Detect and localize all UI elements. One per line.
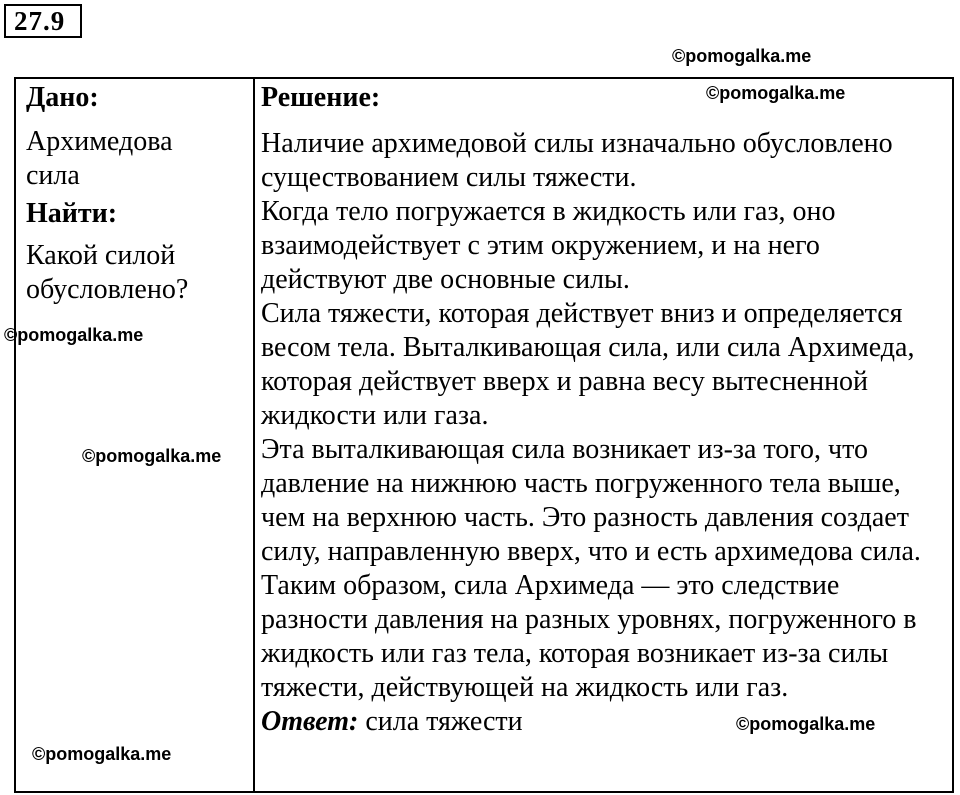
column-divider — [253, 79, 255, 791]
solution-paragraph: Наличие архимедовой силы изначально обусловлено существованием силы тяжести. — [261, 128, 893, 193]
solution-table — [14, 77, 954, 793]
problem-number: 27.9 — [4, 4, 82, 38]
solution-heading: Решение: — [261, 82, 381, 113]
watermark: ©pomogalka.me — [672, 46, 812, 66]
watermark: ©pomogalka.me — [82, 446, 222, 466]
solution-column — [261, 79, 951, 739]
find-text: Какой силой обусловлено? — [26, 240, 189, 305]
solution-paragraph: Эта выталкивающая сила возникает из-за того, что давление на нижнюю часть погруженного тела выше, чем на верхнюю часть. Это разность давления создает силу, направленную вверх, что и есть архимедова сила. Таким образом, сила Архимеда — это следствие разности давления на разных уровнях, погруженного в жидкость или газ тела, которая возникает из-за силы тяжести, действующей на жидкость или газ. — [261, 434, 921, 703]
find-heading: Найти: — [26, 198, 118, 229]
solution-body — [261, 127, 951, 705]
watermark: ©pomogalka.me — [4, 325, 144, 345]
answer-label: Ответ: — [261, 706, 359, 737]
watermark: ©pomogalka.me — [736, 714, 876, 734]
watermark: ©pomogalka.me — [32, 744, 172, 764]
given-column — [26, 79, 248, 307]
solution-paragraph: Когда тело погружается в жидкость или газ, оно взаимодействует с этим окружением, и на него действуют две основные силы. — [261, 196, 836, 295]
given-heading: Дано: — [26, 82, 99, 113]
given-text: Архимедова сила — [26, 126, 173, 191]
answer-text: сила тяжести — [365, 706, 523, 737]
watermark: ©pomogalka.me — [706, 83, 846, 103]
solution-paragraph: Сила тяжести, которая действует вниз и определяется весом тела. Выталкивающая сила, или сила Архимеда, которая действует вверх и равна весу вытесненной жидкости или газа. — [261, 298, 915, 431]
